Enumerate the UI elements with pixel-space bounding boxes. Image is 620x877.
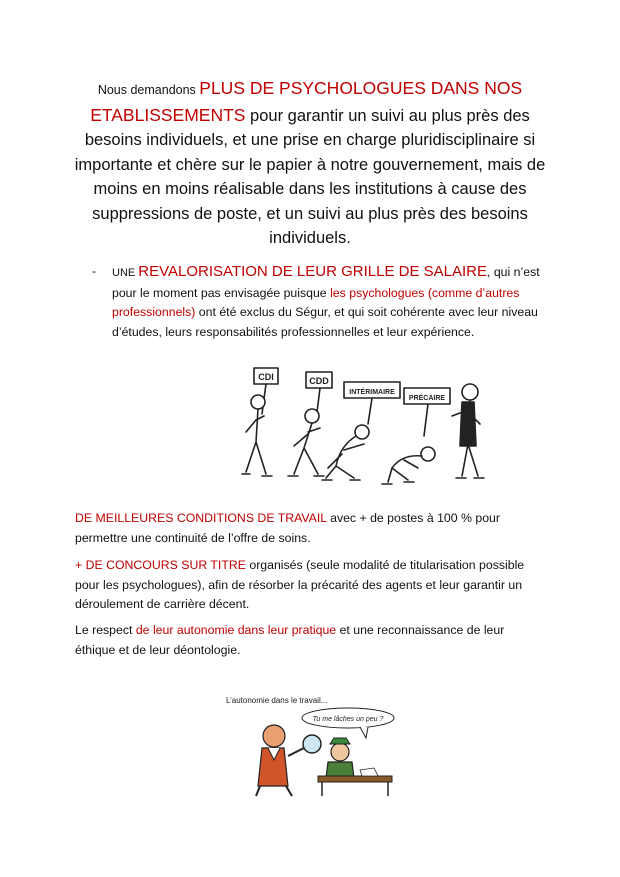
intro-highlight: PLUS DE PSYCHOLOGUES DANS NOS ETABLISSEMENTS [90,78,523,125]
p2-text: organisés (seule modalité de titularisation possible pour les psychologues), afin de résorber la précarité des agents et leur garantir un déroulement de carrière décent. [75,558,525,611]
autonomy-paragraph [75,621,545,660]
bullet-marker: - [92,264,97,278]
boss-suit [460,402,476,446]
desk-top [318,776,392,782]
figure-3-body [322,436,364,480]
boss-head [462,384,478,400]
speech-text: Tu me lâches un peu ? [312,716,384,723]
bullet-text-a: , qui n’est pour le moment pas envisagée puisque [112,265,540,300]
p3-text: et une reconnaissance de leur éthique et de leur déontologie. [75,623,505,657]
magnifier-handle [288,748,304,756]
papers [360,768,378,776]
p1-text: avec + de postes à 100 % pour permettre une continuité de l’offre de soins. [75,511,500,545]
working-conditions-paragraph [75,509,545,548]
inspector-head [263,725,285,747]
figure-1-head [251,395,265,409]
inspector-legs [256,786,292,796]
salary-bullet-item [92,262,544,342]
figure-4-head [421,447,435,461]
precarity-cartoon [232,362,494,496]
sign-label-interim: INTÉRIMAIRE [349,389,395,396]
intro-paragraph [62,76,558,251]
bullet-highlight: REVALORISATION DE LEUR GRILLE DE SALAIRE [138,263,487,280]
bullet-highlight-2: les psychologues (comme d’autres professionnels) [112,285,520,319]
p3-highlight: de leur autonomie dans leur pratique [135,623,337,637]
sign-label-cdd: CDD [309,376,329,386]
p2-highlight: + DE CONCOURS SUR TITRE [75,558,246,572]
sign-pole-precaire [424,404,428,436]
p3-lead: Le respect [75,623,136,637]
salary-bullet-list [92,262,544,342]
figure-2-body [288,423,324,476]
figure-3-head [355,425,369,439]
intro-rest: pour garantir un suivi au plus près des besoins individuels, et une prise en charge pluridisciplinaire si importante et chère sur le papier à notre gouvernement, mais de moins en moins réalisable dans les institutions à cause des suppressions de poste, et un suivi au plus près des besoins individuels. [74,106,546,247]
worker-hat [330,738,350,744]
desk-legs [322,782,388,796]
figure-1-body [242,409,272,476]
magnifier-icon [303,735,321,753]
sign-label-cdi: CDI [258,372,274,382]
sign-pole-interim [368,398,372,424]
figure-4-body [382,456,422,484]
autonomy-cartoon [222,694,400,798]
bullet-lead: UNE [112,267,139,279]
competitions-paragraph [75,556,545,615]
speech-bubble-tail [360,727,368,738]
bullet-text-b: ont été exclus du Ségur, et qui soit cohérente avec leur niveau d’études, leurs responsabilités professionnelles et leur expérience. [112,305,538,339]
p1-highlight: DE MEILLEURES CONDITIONS DE TRAVAIL [75,511,327,525]
figure-2-head [305,409,319,423]
sign-label-precaire: PRÉCAIRE [408,395,446,402]
autonomy-caption: L’autonomie dans le travail... [226,696,328,705]
intro-lead: Nous demandons [97,83,200,97]
worker-head [331,743,349,761]
